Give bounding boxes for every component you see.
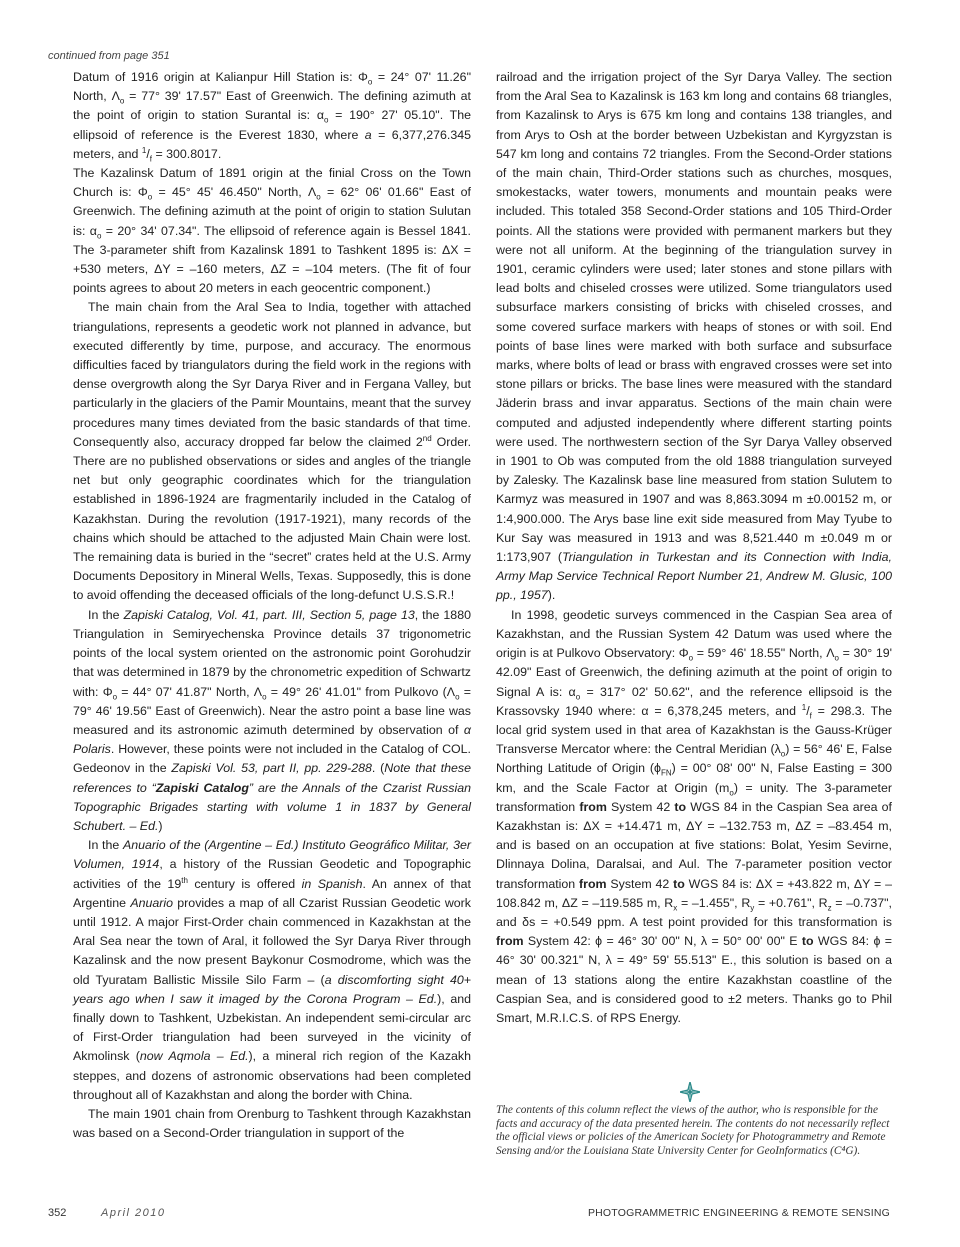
left-column-paragraph: The main chain from the Aral Sea to India, together with attached triangulations, represents a geodetic work not planned in advance, but executed differently by time, purpose, and accuracy. The enormous difficulties faced by triangulators during the field work in the regions with dense overgrowth along the Syr Darya River and in Fergana Valley, but particularly in the glaciers of the Pamir Mountains, meant that the survey procedures many times deviated from the basic standards of that time. Consequently also, accuracy dropped far below the claimed 2nd Order. There are no published observations or sides and angles of the triangle net but only geographic coordinates which for the triangulation established in 1896-1924 are fragmentarily included in the Catalog of Kazakhstan. During the revolution (1917-1921), many records of the chains which should be attached to the adjusted Main Chain were lost. The remaining data is buried in the “secret” crates held at the U.S. Army Documents Depository in Mineral Wells, Texas. Supposedly, this is done to avoid offending the deceased officials of the long-defunct U.S.S.R.! [73,300,472,603]
left-column-paragraph: The Kazalinsk Datum of 1891 origin at the finial Cross on the Town Church is: $\Phi_o = 45^\circ$ 45' 46.450" North, $\Lambda_o = 62^\circ$ 06' 01.66" East of Greenwich. The defining azimuth at the point of origin to station Sulutan is: $\alpha_o = 20^\circ$ 34' 07.34". The ellipsoid of reference again is Bessel 1841. The 3-parameter shift from Kazalinsk 1891 to Tashkent 1895 is: ΔX = +530 meters, ΔY = –160 meters, ΔZ = –104 meters. (The fit of four points agrees to about 20 meters in each geocentric component.) [73,166,472,296]
issue-date: April 2010 [101,1207,166,1219]
journal-title: PHOTOGRAMMETRIC ENGINEERING & REMOTE SENSING [587,1207,890,1219]
right-column [496,68,892,1028]
continued-note: continued from page 351 [48,50,170,62]
column-disclaimer: The contents of this column reflect the views of the author, who is responsible for the facts and accuracy of the data presented herein. The contents do not necessarily reflect the official views or policies of the American Society for Photogrammetry and Remote Sensing and/or the Louisiana State University Center for GeoInformatics (C⁴G). [496,1104,890,1158]
left-column-paragraph: The main 1901 chain from Orenburg to Tashkent through Kazakhstan was based on a Second-Order triangulation in support of the [73,1106,471,1141]
left-column-paragraph: Datum of 1916 origin at Kalianpur Hill Station is: $\Phi_o = 24^\circ$ 07' 11.26" North, $\Lambda_o = 77^\circ$ 39' 17.57" East of Greenwich. The defining azimuth at the point of origin to station Surantal is: $\alpha_o = 190^\circ$ 27' 05.10". The ellipsoid of reference is the Everest 1830, where a = 6,377,276.345 meters, and $^1/_f = 300.8017$. [73,70,472,164]
left-column-paragraph: In the Zapiski Catalog, Vol. 41, part. III, Section 5, page 13, the 1880 Triangulation in Semiryechenska Province details 37 trigonometric points of the local system oriented on the astronomic point Gorohudzir that was determined in 1879 by the chronometric expedition of Schwartz with: $\Phi_o = 44^\circ$ 07' 41.87" North, $\Lambda_o = 49^\circ$ 26' 41.01" from Pulkovo ($\Lambda_o = 79^\circ$ 46' 19.56" East of Greenwich). Near the astro point a base line was measured and its astronomic azimuth determined by observation of α Polaris. However, these points were not included in the Catalog of COL. Gedeonov in the Zapiski Vol. 53, part II, pp. 229-288. (Note that these references to “Zapiski Catalog” are the Annals of the Czarist Russian Topographic Brigades starting with volume 1 in 1837 by General Schubert. – Ed.) [73,607,471,833]
page-footer [0,1207,960,1223]
left-column [73,68,471,1143]
right-column-paragraph: railroad and the irrigation project of the Syr Darya Valley. The section from the Aral Sea to Kazalinsk is 163 km long and contains 68 triangles, from Kazalinsk to Arys is 675 km long and contains 138 triangles, and from Arys to Osh at the border between Uzbekistan and Kyrgyzstan is 547 km long and contains 72 triangles. From the Second-Order stations of the main chain, Third-Order stations such as churches, mosques, smokestacks, water towers, monuments and mountain peaks were included. This totaled 358 Second-Order stations and 105 Third-Order points. All the stations were provided with permanent markers but they were not all uniform. At the beginning of the triangulation survey in 1901, ceramic cylinders were used; later stones and stone pillars with lead bolts and chiseled crosses were utilized. Some triangulators used subsurface markers consisting of bricks with chiseled crosses, and some covered surface markers with heaps of stones or with soil. End points of base lines were marked with both surface and subsurface marks, where bolts of lead or brass with engraved crosses were set into stone pillars or bricks. The base lines were measured with the standard Jäderin brass and invar apparatus. Sections of the main chain were computed and adjusted independently where different starting points were used. The northwestern section of the Syr Darya Valley observed in 1901 to Ob was computed from the old 1888 triangulation surveyed by Zalesky. The Kazalinsk base line measured from station Sulutem to Karmyz was measured in 1907 and was 8,863.3094 m ±0.00152 m, or 1:4,900.000. The Arys base line exit side measured from May Tyube to Kur Say was measured in 1913 and was 8,521.440 m ±0.049 m or 1:173,907 (Triangulation in Turkestan and its Connection with India, Army Map Service Technical Report Number 21, Andrew M. Glusic, 100 pp., 1957). [496,70,892,603]
left-column-paragraph: In the Anuario of the (Argentine – Ed.) Instituto Geográfico Militar, 3er Volumen, 1914, a history of the Russian Geodetic and Topographic activities of the 19th century is offered in Spanish. An annex of that Argentine Anuario provides a map of all Czarist Russian Geodetic work until 1912. A major First-Order chain commenced in Kazakhstan at the Aral Sea near the town of Aral, it followed the Syr Darya River through Kazalinsk and the now present Baykonur Cosmodrome, which was the old Tyuratam Ballistic Missile Silo Farm – (a discomforting sight 40+ years ago when I saw it imaged by the Corona Program – Ed.), and finally down to Tashkent, Uzbekistan. An independent semi-circular arc of First-Order triangulation had been surveyed in the vicinity of Akmolinsk (now Aqmola – Ed.), a mineral rich region of the Kazakh steppes, and dozens of astronomic observations had been completed throughout all of Kazakhstan and along the border with China. [73,838,472,1102]
page-number: 352 [48,1207,67,1219]
right-column-paragraph: In 1998, geodetic surveys commenced in the Caspian Sea area of Kazakhstan, and the Russian System 42 Datum was used where the origin is at Pulkovo Observatory: $\Phi_o = 59^\circ$ 46' 18.55" North, $\Lambda_o = 30^\circ$ 19' 42.09" East of Greenwich, the defining azimuth at the point of origin to Signal A is: $\alpha_o = 317^\circ$ 02' 50.62", and the reference ellipsoid is the Krassovsky 1940 where: α = 6,378,245 meters, and $^1/_f = 298.3$. The local grid system used in that area of Kazakhstan is the Gauss-Krüger Transverse Mercator where: the Central Meridian $(\lambda_o) = 56^\circ$ 46' E, False Northing Latitude of Origin $(\phi_{FN}) = 00^\circ$ 08' 00" N, False Easting = 300 km, and the Scale Factor at Origin $(m_o)$ = unity. The 3-parameter transformation from System 42 to WGS 84 in the Caspian Sea area of Kazakhstan is: ΔX = +14.471 m, ΔY = –132.753 m, ΔZ = –83.454 m, and is based on an occupation at five stations: Bolat, Yesim Sevirne, Dlinnaya Dolina, Daralsai, and Aul. The 7-parameter position vector transformation from System 42 to WGS 84 is: ΔX = +43.822 m, ΔY = –108.842 m, ΔZ = –119.585 m, $R_x = -1.455$", $R_y = +0.761$", $R_z = -0.737$", and δs = +0.549 ppm. A test point provided for this transformation is from System 42: ϕ = 46° 30' 00" N, λ = 50° 00' 00" E to WGS 84: ϕ = 46° 30' 00.321" N, λ = 49° 59' 55.513" E., this solution is based on a mean of 13 stations along the entire Kazakhstan coastline of the Caspian Sea, and is considered good to ±2 meters. Thanks go to Phil Smart, M.R.I.C.S. of RPS Energy. [496,607,893,1025]
four-point-star-icon [680,1082,700,1102]
